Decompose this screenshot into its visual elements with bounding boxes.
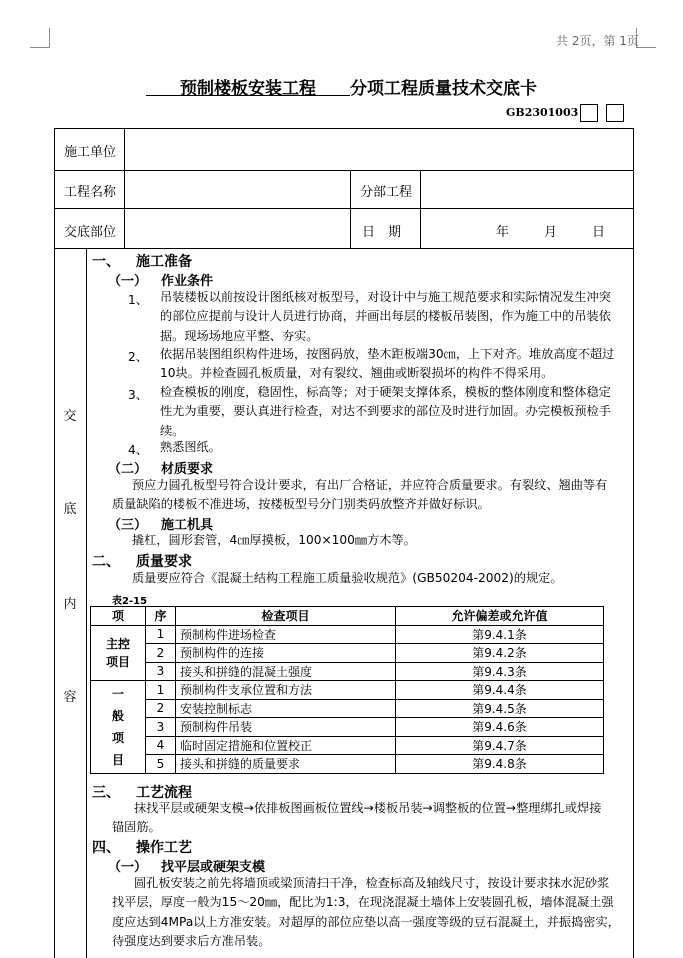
- date-year: 年: [496, 225, 510, 240]
- item-1-line: 吊装楼板以前按设计图纸核对板型号，对设计中与施工规范要求和实际情况发生冲突: [160, 290, 611, 304]
- operation-line: 待强度达到要求后方准吊装。: [112, 933, 271, 948]
- col-divider-side: [86, 248, 87, 958]
- header-item: 检查项目: [176, 607, 396, 626]
- item-2-num: 2、: [128, 350, 148, 364]
- subsection-1-1-title: 作业条件: [161, 274, 214, 289]
- date-label: 日 期: [362, 225, 402, 240]
- section-3-title: 工艺流程: [136, 785, 192, 801]
- document-code: GB2301003: [506, 106, 579, 119]
- material-line: 预应力圆孔板型号符合设计要求，有出厂合格证，并应符合质量要求。有裂纹、翘曲等有: [132, 478, 608, 492]
- main-group-text: 主控项目: [105, 636, 130, 669]
- subsection-1-2-heading: [108, 458, 213, 477]
- table-cell-ref: 第9.4.3条: [396, 662, 604, 681]
- main-group-label: [91, 625, 146, 681]
- subsection-1-3-title: 施工机具: [161, 518, 214, 533]
- table-cell-seq: 5: [146, 755, 176, 774]
- corner-mark-right: [636, 28, 656, 48]
- table-cell-ref: 第9.4.7条: [396, 736, 604, 755]
- item-3-text: [160, 383, 611, 441]
- quality-standard-text: 质量要应符合《混凝土结构工程施工质量验收规范》(GB50204-2002)的规定。: [132, 571, 563, 585]
- table-header-row: [91, 607, 604, 626]
- operation-text: [112, 874, 620, 951]
- subsection-4-1-num: （一）: [108, 860, 148, 875]
- table-cell-item: 预制构件进场检查: [176, 625, 396, 644]
- item-4-text: [160, 438, 221, 457]
- item-3-line: 检查模板的刚度，稳固性，标高等；对于硬架支撑体系，模板的整体刚度和整体稳定: [160, 385, 611, 399]
- subsection-1-1-heading: [108, 270, 213, 289]
- item-4-num: 4、: [128, 443, 148, 457]
- side-label-4: 容: [63, 690, 77, 705]
- item-1-text: [160, 288, 611, 346]
- process-flow-line: 锚固筋。: [112, 820, 161, 835]
- construction-unit-label: 施工单位: [64, 145, 117, 160]
- page-title: [0, 74, 683, 99]
- table-cell-item: 预制构件的连接: [176, 644, 396, 663]
- section-3-num: 三、: [92, 785, 120, 801]
- title-project: 预制楼板安装工程: [180, 79, 316, 99]
- operation-line: 圆孔板安装之前先将墙顶或梁顶清扫干净，检查标高及轴线尺寸，按设计要求抹水泥砂浆: [134, 876, 610, 890]
- col-divider-mid: [350, 170, 351, 248]
- table-cell-seq: 1: [146, 681, 176, 700]
- subsection-4-1-heading: [108, 856, 265, 875]
- table-cell-seq: 2: [146, 699, 176, 718]
- section-2-title: 质量要求: [136, 554, 192, 570]
- col-divider-mid2: [420, 170, 421, 248]
- quality-table: [90, 606, 604, 774]
- table-cell-ref: 第9.4.1条: [396, 625, 604, 644]
- general-group-text: 一般项目: [111, 686, 124, 767]
- checkbox-2[interactable]: [606, 104, 624, 122]
- table-cell-ref: 第9.4.2条: [396, 644, 604, 663]
- corner-mark-left: [30, 28, 50, 48]
- subsection-1-3-num: （三）: [108, 518, 148, 533]
- item-1-line: 据。现场场地应平整、夯实。: [160, 328, 319, 343]
- project-name-label: 工程名称: [64, 185, 117, 200]
- table-cell-item: 预制构件支承位置和方法: [176, 681, 396, 700]
- table-cell-item: 接头和拼缝的混凝土强度: [176, 662, 396, 681]
- subsection-4-1-title: 找平层或硬架支模: [161, 860, 266, 875]
- table-cell-item: 预制构件吊装: [176, 718, 396, 737]
- table-row: [91, 625, 604, 644]
- subsection-1-2-title: 材质要求: [161, 462, 214, 477]
- table-cell-ref: 第9.4.6条: [396, 718, 604, 737]
- item-4-line: 熟悉图纸。: [160, 440, 221, 454]
- side-label-1: 交: [63, 409, 77, 424]
- item-3-line: 续。: [160, 423, 185, 438]
- table-caption: 表2-15: [112, 596, 148, 607]
- table-cell-ref: 第9.4.8条: [396, 755, 604, 774]
- table-cell-ref: 第9.4.5条: [396, 699, 604, 718]
- process-flow-text: [112, 799, 601, 838]
- header-category: 项: [91, 607, 146, 626]
- section-2-heading: [92, 551, 192, 571]
- item-2-line: 10块。并检查圆孔板质量，对有裂纹、翘曲或断裂损坏的构件不得采用。: [160, 366, 554, 381]
- section-1-title: 施工准备: [136, 254, 192, 270]
- section-4-title: 操作工艺: [136, 840, 192, 856]
- section-4-heading: [92, 837, 192, 857]
- subsection-1-1-num: （一）: [108, 274, 148, 289]
- side-label-3: 内: [63, 597, 77, 612]
- table-cell-seq: 2: [146, 644, 176, 663]
- row-divider-2: [54, 208, 634, 209]
- material-text: [112, 476, 607, 515]
- table-row: [91, 662, 604, 681]
- item-1-num: 1、: [128, 293, 148, 307]
- checkbox-1[interactable]: [580, 104, 598, 122]
- item-2-text: [160, 345, 614, 384]
- operation-line: 找平层，厚度一般为15～20㎜，配比为1:3，在现浇混凝土墙体上安装圆孔板，墙体混凝土强: [112, 895, 614, 910]
- item-2-line: 依据吊装图组织构件进场，按图码放，垫木距板端30㎝，上下对齐。堆放高度不超过: [160, 347, 615, 361]
- page-indicator: 共 2页，第 1页: [556, 34, 639, 48]
- table-row: [91, 644, 604, 663]
- col-divider-label: [124, 128, 125, 248]
- process-flow-line: 抹找平层或硬架支模→依排板图画板位置线→楼板吊装→调整板的位置→整理绑扎或焊接: [134, 801, 602, 815]
- row-divider-1: [54, 170, 634, 171]
- material-line: 质量缺陷的楼板不准进场，按楼板型号分门别类码放整齐并做好标识。: [112, 497, 490, 512]
- side-label-2: 底: [63, 502, 77, 517]
- table-row: [91, 699, 604, 718]
- section-1-num: 一、: [92, 254, 120, 270]
- tools-text: 撬杠，圆形套管，4㎝厚摸板，100×100㎜方木等。: [132, 533, 416, 547]
- table-cell-item: 临时固定措施和位置校正: [176, 736, 396, 755]
- header-seq: 序: [146, 607, 176, 626]
- table-cell-seq: 1: [146, 625, 176, 644]
- table-cell-seq: 3: [146, 718, 176, 737]
- title-suffix: 分项工程质量技术交底卡: [350, 79, 537, 99]
- subsection-1-2-num: （二）: [108, 462, 148, 477]
- table-cell-ref: 第9.4.4条: [396, 681, 604, 700]
- table-row: [91, 718, 604, 737]
- row-divider-3: [54, 248, 634, 249]
- date-day: 日: [592, 225, 606, 240]
- table-row: [91, 755, 604, 774]
- item-3-line: 性尤为重要，要认真进行检查，对达不到要求的部位及时进行加固。办完模板预检手: [160, 404, 611, 419]
- operation-line: 度应达到4MPa以上方准安装。对超厚的部位应垫以高一强度等级的豆石混凝土，并振捣密实，: [112, 914, 620, 929]
- header-tolerance: 允许偏差或允许值: [396, 607, 604, 626]
- table-row: [91, 736, 604, 755]
- item-3-num: 3、: [128, 388, 148, 402]
- date-month: 月: [544, 225, 558, 240]
- table-row: [91, 681, 604, 700]
- handover-part-label: 交底部位: [64, 225, 117, 240]
- table-cell-item: 安装控制标志: [176, 699, 396, 718]
- general-group-label: [91, 681, 146, 774]
- table-cell-item: 接头和拼缝的质量要求: [176, 755, 396, 774]
- item-1-line: 的部位应提前与设计人员进行协商，并画出每层的楼板吊装图，作为施工中的吊装依: [160, 309, 611, 324]
- sub-project-label: 分部工程: [360, 185, 413, 200]
- section-1-heading: [92, 251, 192, 271]
- table-cell-seq: 3: [146, 662, 176, 681]
- section-2-num: 二、: [92, 554, 120, 570]
- table-cell-seq: 4: [146, 736, 176, 755]
- section-4-num: 四、: [92, 840, 120, 856]
